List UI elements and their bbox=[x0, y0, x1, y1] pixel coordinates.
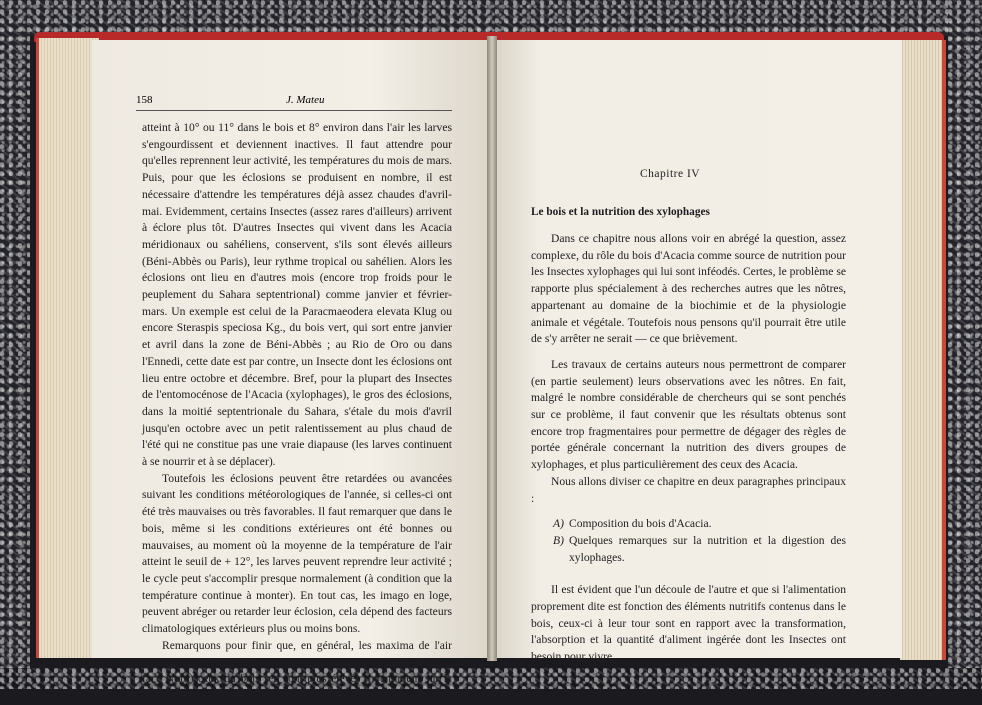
left-page-body bbox=[142, 120, 452, 705]
paragraph: Il est évident que l'un découle de l'autre et que si l'alimentation proprement dite est fonction des éléments nutritifs contenus dans le bois, ceux-ci à leur tour sont en rapport avec la transformation, l'absorption et la quantité d'aliment ingérée dont les Insectes ont besoin pour vivre. bbox=[531, 583, 846, 664]
page-stack-right bbox=[900, 40, 946, 660]
paragraph: Toutefois les éclosions peuvent être retardées ou avancées suivant les conditions météorologiques de l'année, si celles-ci ont été très mauvaises ou très favorables. Il faut remarquer que dans le bois, même si les conditions extérieures ont été bonnes ou mauvaises, au moment où la moyenne de la température de l'air atteint le seuil de + 12°, les larves peuvent reprendre leur activité ; le cycle peut s'accomplir presque normalement (à condition que la température continue à monter). En tout cas, les imago en loge, peuvent abréger ou retarder leur éclosion, cela dépend des facteurs climatologiques extérieurs plus ou moins bons. bbox=[142, 471, 452, 636]
page-stack-left bbox=[36, 38, 99, 658]
left-running-header bbox=[136, 94, 456, 110]
book-cover-right bbox=[948, 0, 982, 689]
chapter-title: Chapitre IV bbox=[640, 168, 701, 180]
book-cover-left bbox=[0, 0, 30, 689]
list-item bbox=[553, 533, 846, 566]
header-rule bbox=[136, 110, 452, 111]
list-item bbox=[553, 516, 846, 533]
list-label: A) bbox=[553, 517, 564, 531]
book-gutter bbox=[487, 36, 497, 661]
list-text: Quelques remarques sur la nutrition et la digestion des xylophages. bbox=[569, 533, 846, 564]
list-label: B) bbox=[553, 533, 564, 547]
running-head-author: J. Mateu bbox=[286, 94, 325, 106]
paragraph: Remarquons pour finir que, en général, les maxima de l'air sont égaux ou supérieurs à ceux du bois vert (notamment sur la face Nord) ceux du bois sec sont plus élevés (notamment sur la face Sud) que ceux de l'air (voir graphiques). bbox=[142, 638, 452, 702]
paragraph: Dans ce chapitre nous allons voir en abrégé la question, assez complexe, du rôle du bois d'Acacia comme source de nutrition pour les Insectes xylophages qui lui sont inféodés. Certes, le problème se rapporte plus spécialement à des recherches autres que les nôtres, appartenant au domaine de la biochimie et de la physiologie animale et végétale. Toutefois nous pensons qu'il pourrait être utile de s'y arrêter ne serait — ce que brièvement. bbox=[531, 232, 846, 346]
page-number: 158 bbox=[136, 94, 153, 106]
paragraph: Nous allons diviser ce chapitre en deux paragraphes principaux : bbox=[531, 474, 846, 505]
paragraph: atteint à 10° ou 11° dans le bois et 8° environ dans l'air les larves s'engourdissent et deviennent inactives. Il faut attendre pour qu'elles reprennent leur activité, les températures du mois de mars. Puis, pour que les éclosions se produisent en nombre, il est nécessaire d'attendre les températures déjà assez chaudes d'avril-mai. Evidemment, certains Insectes (assez rares d'ailleurs) arrivent à éclore plus tôt. D'autres Insectes qui vivent dans les Acacia méridionaux ou sahéliens, conservent, s'ils sont élevés ailleurs (Béni-Abbès ou Paris), leur rythme tropical ou sahélien. Alors les éclosions ont lieu en d'autres mois (encore trop froids pour le peuplement du Sahara septentrional) comme janvier et février-mars. Un exemple est celui de la Paracmaeodera elevata Klug ou encore Steraspis speciosa Kg., du bois vert, qui sort entre janvier et avril dans la zone de Béni-Abbès ; au Rio de Oro ou dans l'Ennedi, cette date est par contre, un Insecte dont les éclosions ont lieu entre octobre et décembre. Bref, pour la plupart des Insectes de l'entomocénose de l'Acacia (xylophages), le gros des éclosions, dans la moitié septentrionale du Sahara, s'étale du mois d'avril jusqu'en octobre avec un petit ralentissement au plus chaud de l'été qui ne constitue pas une vraie diapause (les larves continuent à se nourrir et à se déplacer). bbox=[142, 121, 452, 469]
book-cover-top bbox=[0, 0, 982, 36]
paragraph: Les travaux de certains auteurs nous permettront de comparer (en partie seulement) leurs observations avec les nôtres. En fait, malgré le nombre considérable de chercheurs qui se sont penchés sur ce problème, il faut convenir que les résultats obtenus sont encore trop fragmentaires pour permettre de dégager des règles de portée générale concernant la nutrition des divers groupes de xylophages, et plus particulièrement des ceux des Acacia. bbox=[531, 357, 846, 472]
list-text: Composition du bois d'Acacia. bbox=[569, 517, 712, 531]
right-page-body bbox=[531, 231, 846, 666]
section-title: Le bois et la nutrition des xylophages bbox=[531, 206, 710, 218]
